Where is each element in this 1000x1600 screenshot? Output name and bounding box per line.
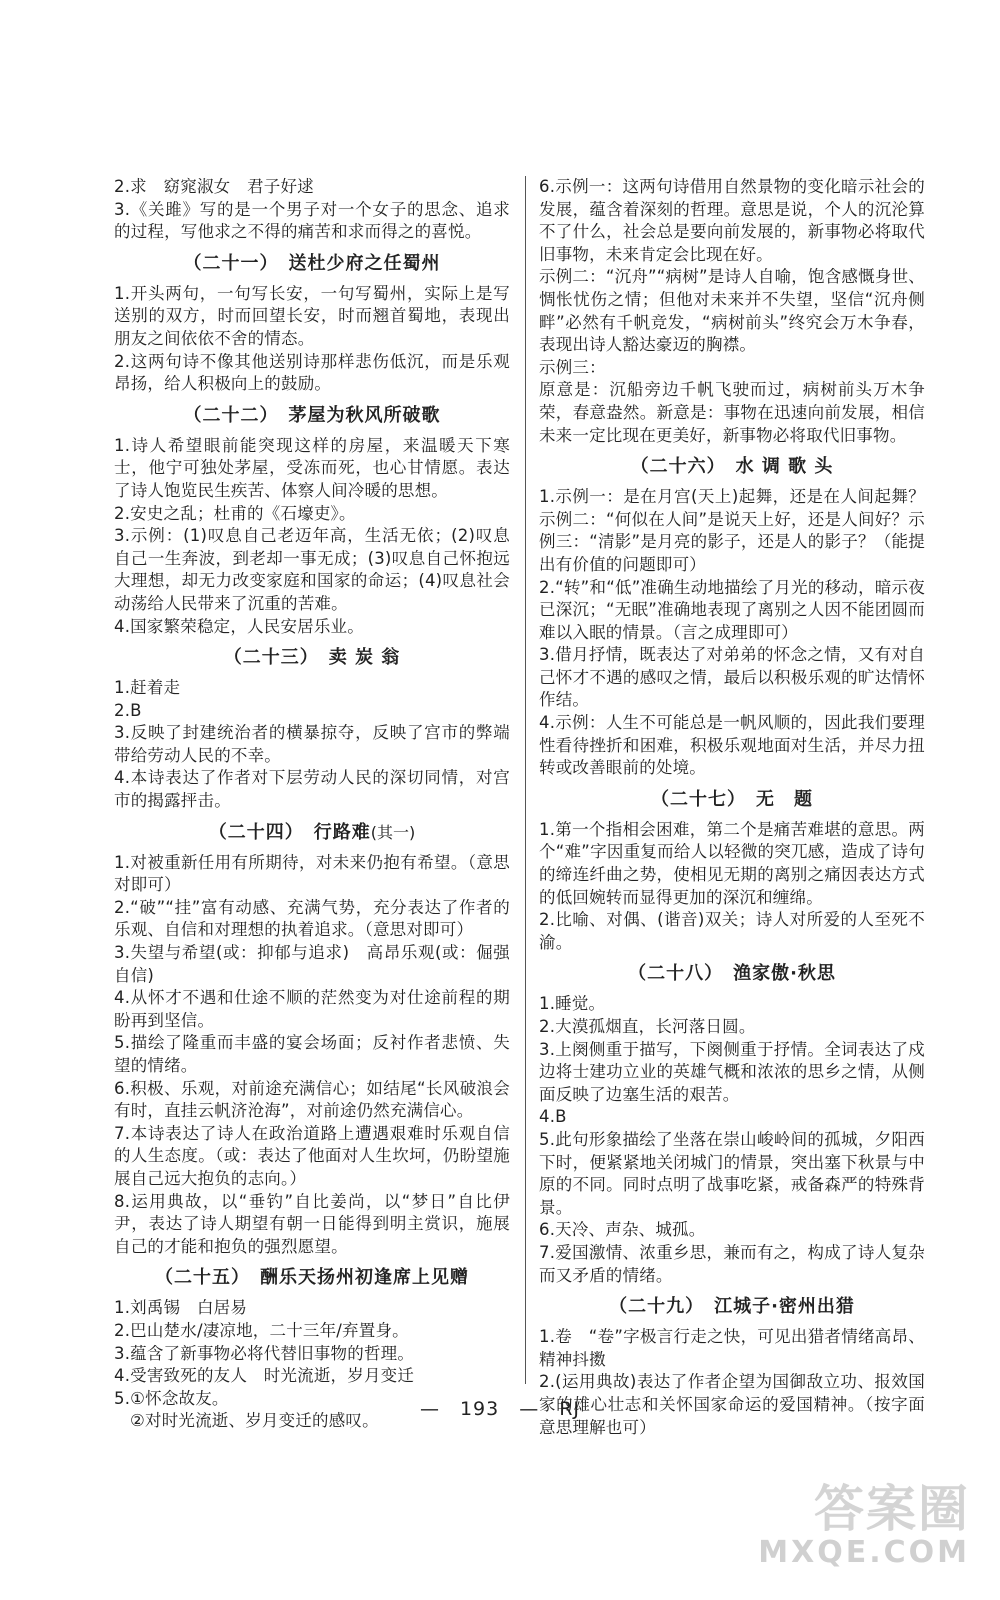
section-title — [114, 821, 510, 845]
section-title — [114, 1266, 510, 1290]
section-title-text: （二十五） 酬乐天扬州初逢席上见赠 — [155, 1267, 469, 1289]
section-title-text: （二十一） 送杜少府之任蜀州 — [183, 252, 441, 274]
watermark-url: MXQE.COM — [758, 1535, 970, 1570]
answer-item: 2.(运用典故)表达了作者企望为国御敌立功、报效国家的雄心壮志和关怀国家命运的爱国精神。（按字面意思理解也可） — [539, 1372, 925, 1437]
answer-item: 4.受害致死的友人 时光流逝，岁月变迁 — [114, 1366, 415, 1386]
answer-item: 1.第一个指相会困难，第二个是痛苦难堪的意思。两个“难”字因重复而给人以轻微的突兀感，造成了诗句的缔连纤曲之势，使相见无期的离别之痛因表达方式的低回婉转而显得更加的深沉和缠绵。 — [539, 819, 925, 907]
answer-item: 3.借月抒情，既表达了对弟弟的怀念之情，又有对自己怀才不遇的感叹之情，最后以积极乐观的旷达情怀作结。 — [539, 645, 925, 710]
section-title-text: （二十八） 渔家傲·秋思 — [628, 963, 836, 985]
column-divider — [525, 176, 526, 1384]
answer-item: 4.B — [539, 1107, 567, 1127]
left-column — [114, 176, 510, 1433]
answer-item: 3.示例：(1)叹息自己老迈年高，生活无依；(2)叹息自己一生奔波，到老却一事无成；(3)叹息自己怀抱远大理想，却无力改变家庭和国家的命运；(4)叹息社会动荡给人民带来了沉重的苦难。 — [114, 526, 510, 613]
section-title — [114, 646, 510, 670]
answer-item: 1.对被重新任用有所期待，对未来仍抱有希望。（意思对即可） — [114, 852, 510, 895]
section-title-text: （二十九） 江城子·密州出猎 — [609, 1296, 855, 1318]
answer-item: 3.反映了封建统治者的横暴掠夺，反映了宫市的弊端带给劳动人民的不幸。 — [114, 723, 510, 765]
answer-item: 1.刘禹锡 白居易 — [114, 1298, 248, 1318]
answer-item: 3.失望与希望(或：抑郁与追求) 高昂乐观(或：倔强自信) — [114, 943, 510, 985]
answer-item: 4.国家繁荣稳定，人民安居乐业。 — [114, 616, 364, 636]
answer-item: 1.开头两句，一句写长安，一句写蜀州，实际上是写送别的双方，时而回望长安，时而翘首蜀地，表现出朋友之间依依不舍的情态。 — [114, 283, 510, 348]
section-title — [539, 455, 925, 479]
watermark-logo — [745, 1482, 970, 1582]
section-title-text: （二十二） 茅屋为秋风所破歌 — [183, 404, 441, 426]
answer-item: 2.安史之乱；杜甫的《石壕吏》。 — [114, 503, 356, 523]
answer-item: ②对时光流逝、岁月变迁的感叹。 — [130, 1411, 379, 1431]
right-column — [539, 176, 925, 1439]
answer-item: 4.从怀才不遇和仕途不顺的茫然变为对仕途前程的期盼再到坚信。 — [114, 988, 510, 1030]
answer-item: 3.蕴含了新事物必将代替旧事物的哲理。 — [114, 1343, 415, 1363]
answer-item: 7.爱国激情、浓重乡思，兼而有之，构成了诗人复杂而又矛盾的情绪。 — [539, 1242, 925, 1285]
section-title — [539, 788, 925, 812]
answer-item: 4.本诗表达了作者对下层劳动人民的深切同情，对宫市的揭露抨击。 — [114, 768, 510, 811]
answer-item: 5.描绘了隆重而丰盛的宴会场面；反衬作者悲愤、失望的情绪。 — [114, 1033, 510, 1075]
section-title — [114, 404, 510, 428]
section-title — [114, 252, 510, 276]
answer-item: 8.运用典故，以“垂钓”自比姜尚，以“梦日”自比伊尹，表达了诗人期望有朝一日能得到明主赏识，施展自己的才能和抱负的强烈愿望。 — [114, 1191, 510, 1256]
answer-item: 6.积极、乐观，对前途充满信心；如结尾“长风破浪会有时，直挂云帆济沧海”，对前途仍然充满信心。 — [114, 1078, 510, 1121]
answer-item: 2.比喻、对偶、(谐音)双关；诗人对所爱的人至死不渝。 — [539, 910, 925, 952]
answer-item: 3.上阕侧重于描写，下阕侧重于抒情。全词表达了戍边将士建功立业的英雄气概和浓浓的思乡之情，从侧面反映了边塞生活的艰苦。 — [539, 1039, 925, 1104]
answer-item: 2.“破”“挂”富有动感、充满气势，充分表达了作者的乐观、自信和对理想的执着追求。（意思对即可） — [114, 897, 510, 940]
watermark-title: 答案圈 — [814, 1480, 970, 1538]
answer-item: 示例三： — [539, 357, 606, 377]
answer-item: 6.示例一：这两句诗借用自然景物的变化暗示社会的发展，蕴含着深刻的哲理。意思是说，个人的沉沦算不了什么，社会总是要向前发展的，新事物必将取代旧事物，未来肯定会比现在好。 — [539, 177, 925, 264]
answer-item: 1.示例一：是在月宫(天上)起舞，还是在人间起舞？示例二：“何似在人间”是说天上好，还是人间好？示例三：“清影”是月亮的影子，还是人的影子？（能提出有价值的问题即可） — [539, 487, 925, 574]
section-title-sub: (其一) — [370, 822, 416, 842]
section-title-text: （二十三） 卖 炭 翁 — [223, 647, 401, 669]
answer-item: 1.卷 “卷”字极言行走之快，可见出猎者情绪高昂、精神抖擞 — [539, 1327, 925, 1369]
page-footer: — 193 — RJ — [419, 1398, 581, 1420]
answer-item: 5.①怀念故友。 — [114, 1388, 229, 1408]
section-title — [539, 962, 925, 986]
answer-item: 2.这两句诗不像其他送别诗那样悲伤低沉，而是乐观昂扬，给人积极向上的鼓励。 — [114, 351, 510, 394]
section-title-text: （二十六） 水 调 歌 头 — [630, 456, 834, 478]
answer-item: 2.大漠孤烟直，长河落日圆。 — [539, 1017, 756, 1036]
answer-item: 2.求 窈窕淑女 君子好逑 — [114, 177, 314, 196]
answer-item: 2.巴山楚水/凄凉地，二十三年/弃置身。 — [114, 1320, 409, 1340]
section-title — [539, 1295, 925, 1319]
section-title-text: （二十四） 行路难 — [208, 821, 371, 843]
answer-item: 3.《关雎》写的是一个男子对一个女子的思念、追求的过程，写他求之不得的痛苦和求而得之的喜悦。 — [114, 199, 510, 242]
answer-item: 6.天冷、声杂、城孤。 — [539, 1220, 706, 1240]
answer-item: 1.诗人希望眼前能突现这样的房屋，来温暖天下寒士，他宁可独处茅屋，受冻而死，也心甘情愿。表达了诗人饱览民生疾苦、体察人间冷暖的思想。 — [114, 435, 510, 500]
answer-item: 示例二：“沉舟”“病树”是诗人自喻，饱含感慨身世、惆怅忧伤之情；但他对未来并不失望，坚信“沉舟侧畔”必然有千帆竞发，“病树前头”终究会万木争春，表现出诗人豁达豪迈的胸襟。 — [539, 267, 925, 355]
answer-item: 4.示例：人生不可能总是一帆风顺的，因此我们要理性看待挫折和困难，积极乐观地面对生活，并尽力扭转或改善眼前的处境。 — [539, 713, 925, 778]
answer-item: 5.此句形象描绘了坐落在崇山峻岭间的孤城，夕阳西下时，便紧紧地关闭城门的情景，突出塞下秋景与中原的不同。同时点明了战事吃紧，戒备森严的特殊背景。 — [539, 1129, 925, 1217]
answer-item: 2.“转”和“低”准确生动地描绘了月光的移动，暗示夜已深沉；“无眠”准确地表现了离别之人因不能团圆而难以入眠的情景。（言之成理即可） — [539, 577, 925, 642]
answer-item: 1.睡觉。 — [539, 994, 606, 1014]
answer-item: 2.B — [114, 700, 142, 720]
answer-item: 1.赶着走 — [114, 678, 181, 698]
answer-item: 7.本诗表达了诗人在政治道路上遭遇艰难时乐观自信的人生态度。（或：表达了他面对人生坎坷，仍盼望施展自己远大抱负的志向。） — [114, 1123, 510, 1188]
section-title-text: （二十七） 无 题 — [651, 788, 813, 810]
answer-item: 原意是：沉船旁边千帆飞驶而过，病树前头万木争荣，春意盎然。新意是：事物在迅速向前发展，相信未来一定比现在更美好，新事物必将取代旧事物。 — [539, 380, 925, 445]
